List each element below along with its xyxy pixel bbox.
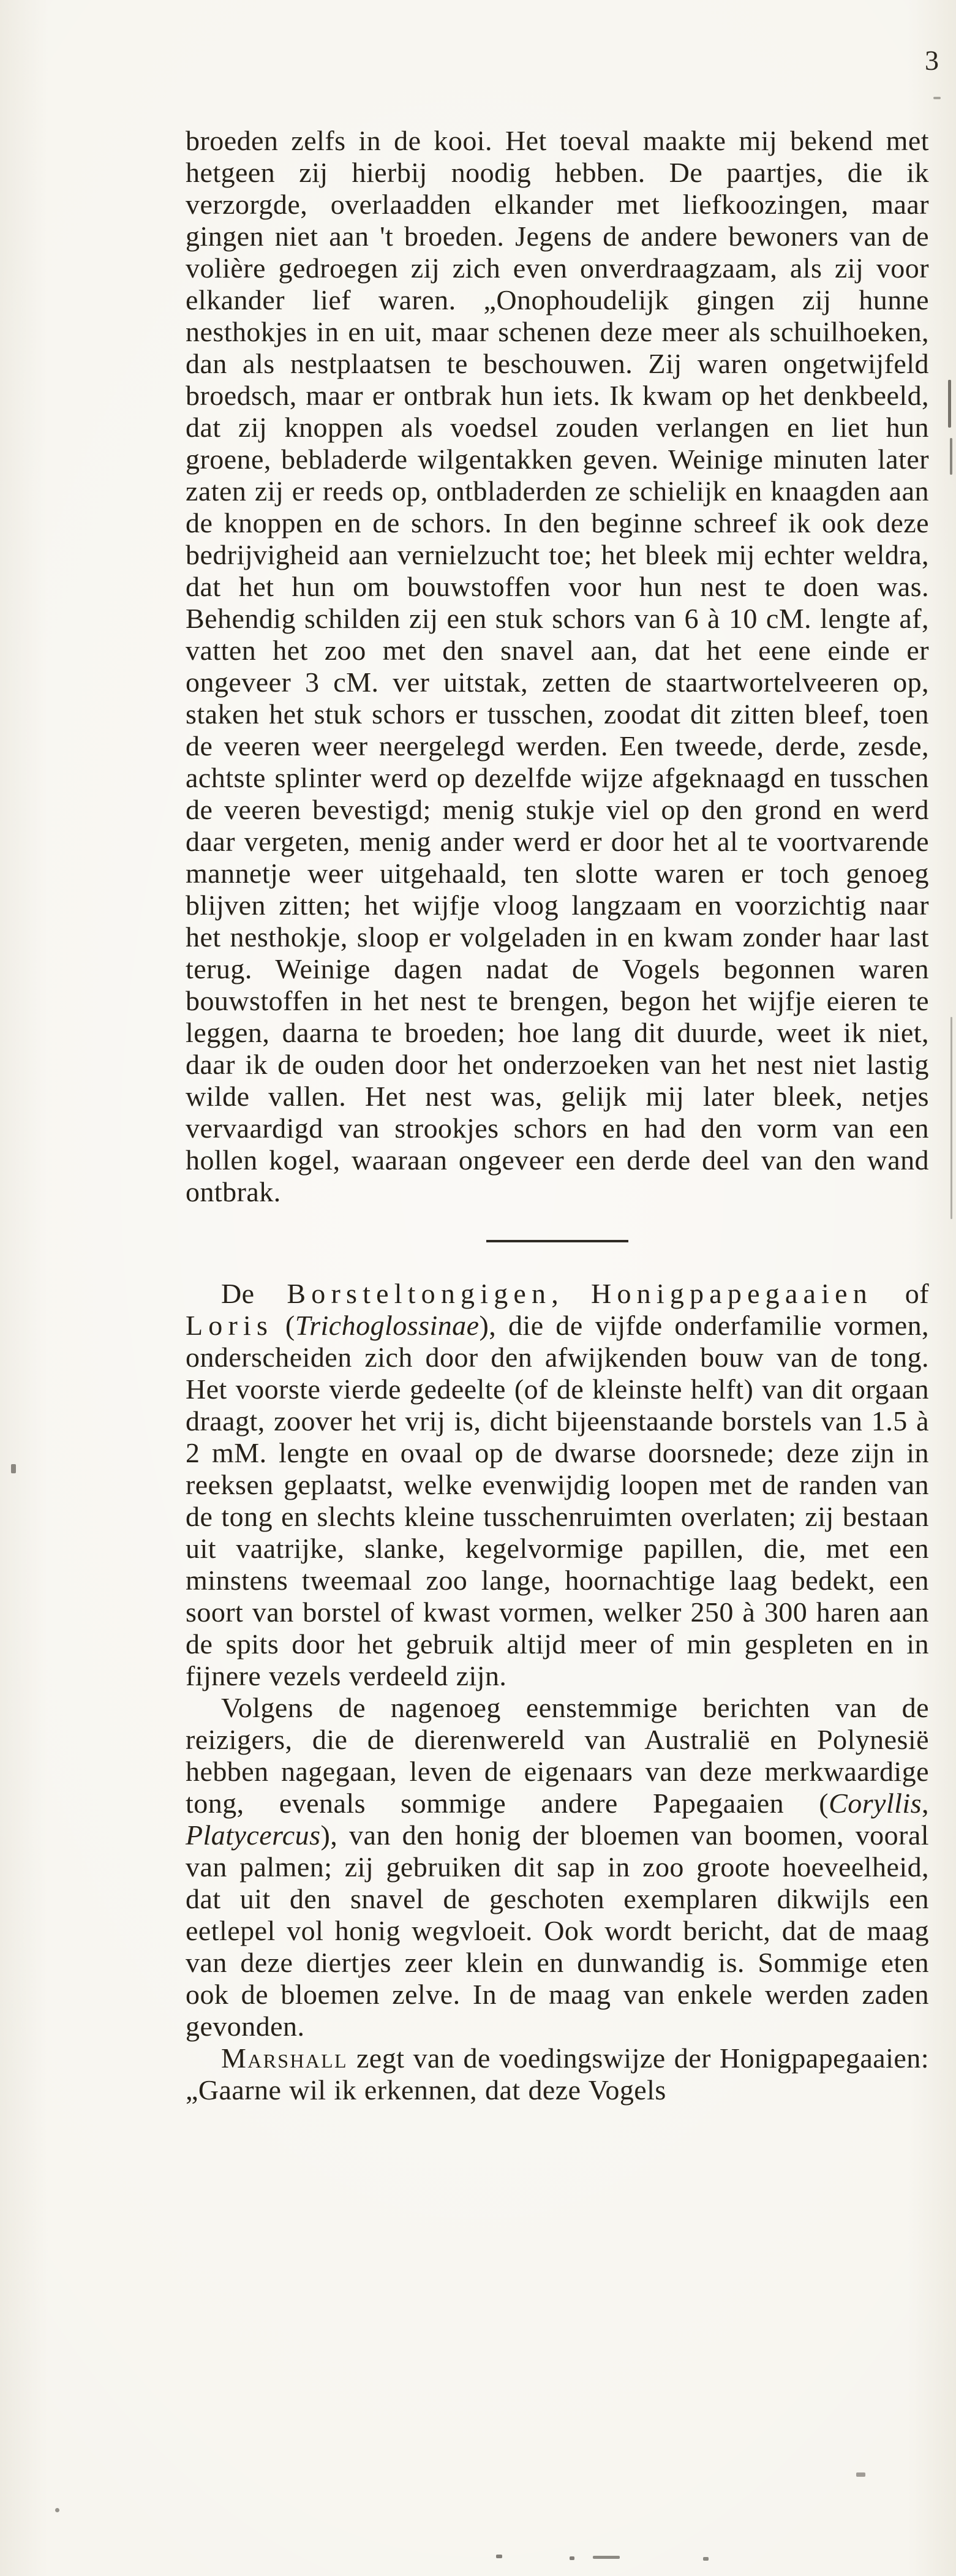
text-run: of <box>872 1278 929 1309</box>
text-run: , <box>922 1788 929 1819</box>
spaced-term-honigpapegaaien: Honigpapegaaien <box>591 1278 873 1309</box>
scan-artifact <box>496 2555 502 2558</box>
scan-artifact <box>950 438 952 475</box>
scan-artifact <box>593 2556 620 2559</box>
author-name-marshall: Marshall <box>221 2042 348 2074</box>
scan-artifact <box>55 2508 59 2512</box>
scan-artifact <box>948 380 951 428</box>
scan-artifact <box>950 1017 952 1219</box>
paragraph-breeding-account: broeden zelfs in de kooi. Het toeval maakte mij bekend met hetgeen zij hierbij noodig hebben. De paartjes, die ik verzorgde, overlaadden elkander met liefkoozingen, maar gingen niet aan 't broeden. Jegens de andere bewoners van de volière gedroegen zij zich even onverdraagzaam, als zij voor elkander lief waren. „Onophoudelijk gingen zij hunne nesthokjes in en uit, maar schenen deze meer als schuilhoeken, dan als nestplaatsen te beschouwen. Zij waren ongetwijfeld broedsch, maar er ontbrak hun iets. Ik kwam op het denkbeeld, dat zij knoppen als voedsel zouden verlangen en liet hun groene, bebladerde wilgentakken geven. Weinige minuten later zaten zij er reeds op, ontbladerden ze schielijk en knaagden aan de knoppen en de schors. In den beginne schreef ik ook deze bedrijvigheid aan vernielzucht toe; het bleek mij echter weldra, dat het hun om bouwstoffen voor hun nest te doen was. Behendig schilden zij een stuk schors van 6 à 10 cM. lengte af, vatten het zoo met den snavel aan, dat het eene einde er ongeveer 3 cM. ver uitstak, zetten de staartwortelveeren op, staken het stuk schors er tusschen, zoodat dit zitten bleef, toen de veeren weer neergelegd werden. Een tweede, derde, zesde, achtste splinter werd op dezelfde wijze afgeknaagd en tusschen de veeren bevestigd; menig stukje viel op den grond en werd daar vergeten, menig ander werd er door het al te voortvarende mannetje weer uitgehaald, ten slotte waren er toch genoeg blijven zitten; het wijfje vloog langzaam en voorzichtig naar het nesthokje, sloop er volgeladen in en kwam zonder haar last terug. Weinige dagen nadat de Vogels begonnen waren bouwstoffen in het nest te brengen, begon het wijfje eieren te leggen, daarna te broeden; hoe lang dit duurde, weet ik niet, daar ik de ouden door het onderzoeken van het nest niet lastig wilde vallen. Het nest was, gelijk mij later bleek, netjes vervaardigd van strookjes schors en had den vorm van een hollen kogel, waaraan ongeveer een derde deel van den wand ontbrak. <box>186 125 929 1207</box>
text-run: ), van den honig der bloemen van boomen, vooral van palmen; zij gebruiken dit sap in zoo groote hoeveelheid, dat uit den snavel de geschoten exemplaren dikwijls een eetlepel vol honig wegvloeit. Ook wordt bericht, dat de maag van deze diertjes zeer klein en dunwandig is. Sommige eten ook de bloemen zelve. In de maag van enkele werden zaden gevonden. <box>186 1819 929 2042</box>
scan-artifact <box>570 2556 574 2560</box>
spaced-term-borsteltongigen: Borsteltongigen <box>287 1278 552 1309</box>
text-run: De <box>221 1278 287 1309</box>
page-number: 3 <box>925 45 939 76</box>
scan-artifact <box>11 1464 16 1473</box>
latin-name-platycercus: Platycercus <box>186 1819 321 1851</box>
latin-name-trichoglossinae: Trichoglossinae <box>295 1310 480 1341</box>
scan-artifact <box>933 97 941 99</box>
text-column <box>186 125 929 2106</box>
paragraph-borsteltongigen <box>186 1278 929 1692</box>
text-run: ), die de vijfde onderfamilie vormen, onderscheiden zich door den afwijkenden bouw van de tong. Het voorste vierde gedeelte (of de kleinste helft) van dit orgaan draagt, zoover het vrij is, dicht bijeenstaande borstels van 1.5 à 2 mM. lengte en ovaal op de dwarse doorsnede; deze zijn in reeksen geplaatst, welke evenwijdig loopen met de randen van de tong en slechts kleine tusschenruimten overlaten; zij bestaan uit vaatrijke, slanke, kegelvormige papillen, die, met een minstens tweemaal zoo lange, hoornachtige laag bedekt, een soort van borstel of kwast vormen, welker 250 à 300 haren aan de spits door het gebruik altijd meer of min gespleten en in fijnere vezels verdeeld zijn. <box>186 1310 929 1691</box>
spaced-term-loris: Loris <box>186 1310 274 1341</box>
section-divider <box>486 1240 628 1242</box>
scan-artifact <box>703 2557 709 2561</box>
scan-artifact <box>856 2472 865 2477</box>
latin-name-coryllis: Coryllis <box>829 1788 922 1819</box>
text-run: ( <box>273 1310 295 1341</box>
paragraph-marshall-quote <box>186 2042 929 2106</box>
text-run: Volgens de nagenoeg eenstemmige berichten van de reizigers, die de dierenwereld van Australië en Polynesië hebben nagegaan, leven de eigenaars van deze merkwaardige tong, evenals sommige andere Papegaaien ( <box>186 1692 929 1819</box>
text-run: , <box>551 1278 592 1309</box>
paragraph-honey-feeding <box>186 1692 929 2042</box>
text-run: zegt van de voedingswijze der Honigpapegaaien: „Gaarne wil ik erkennen, dat deze Vogels <box>186 2042 929 2106</box>
